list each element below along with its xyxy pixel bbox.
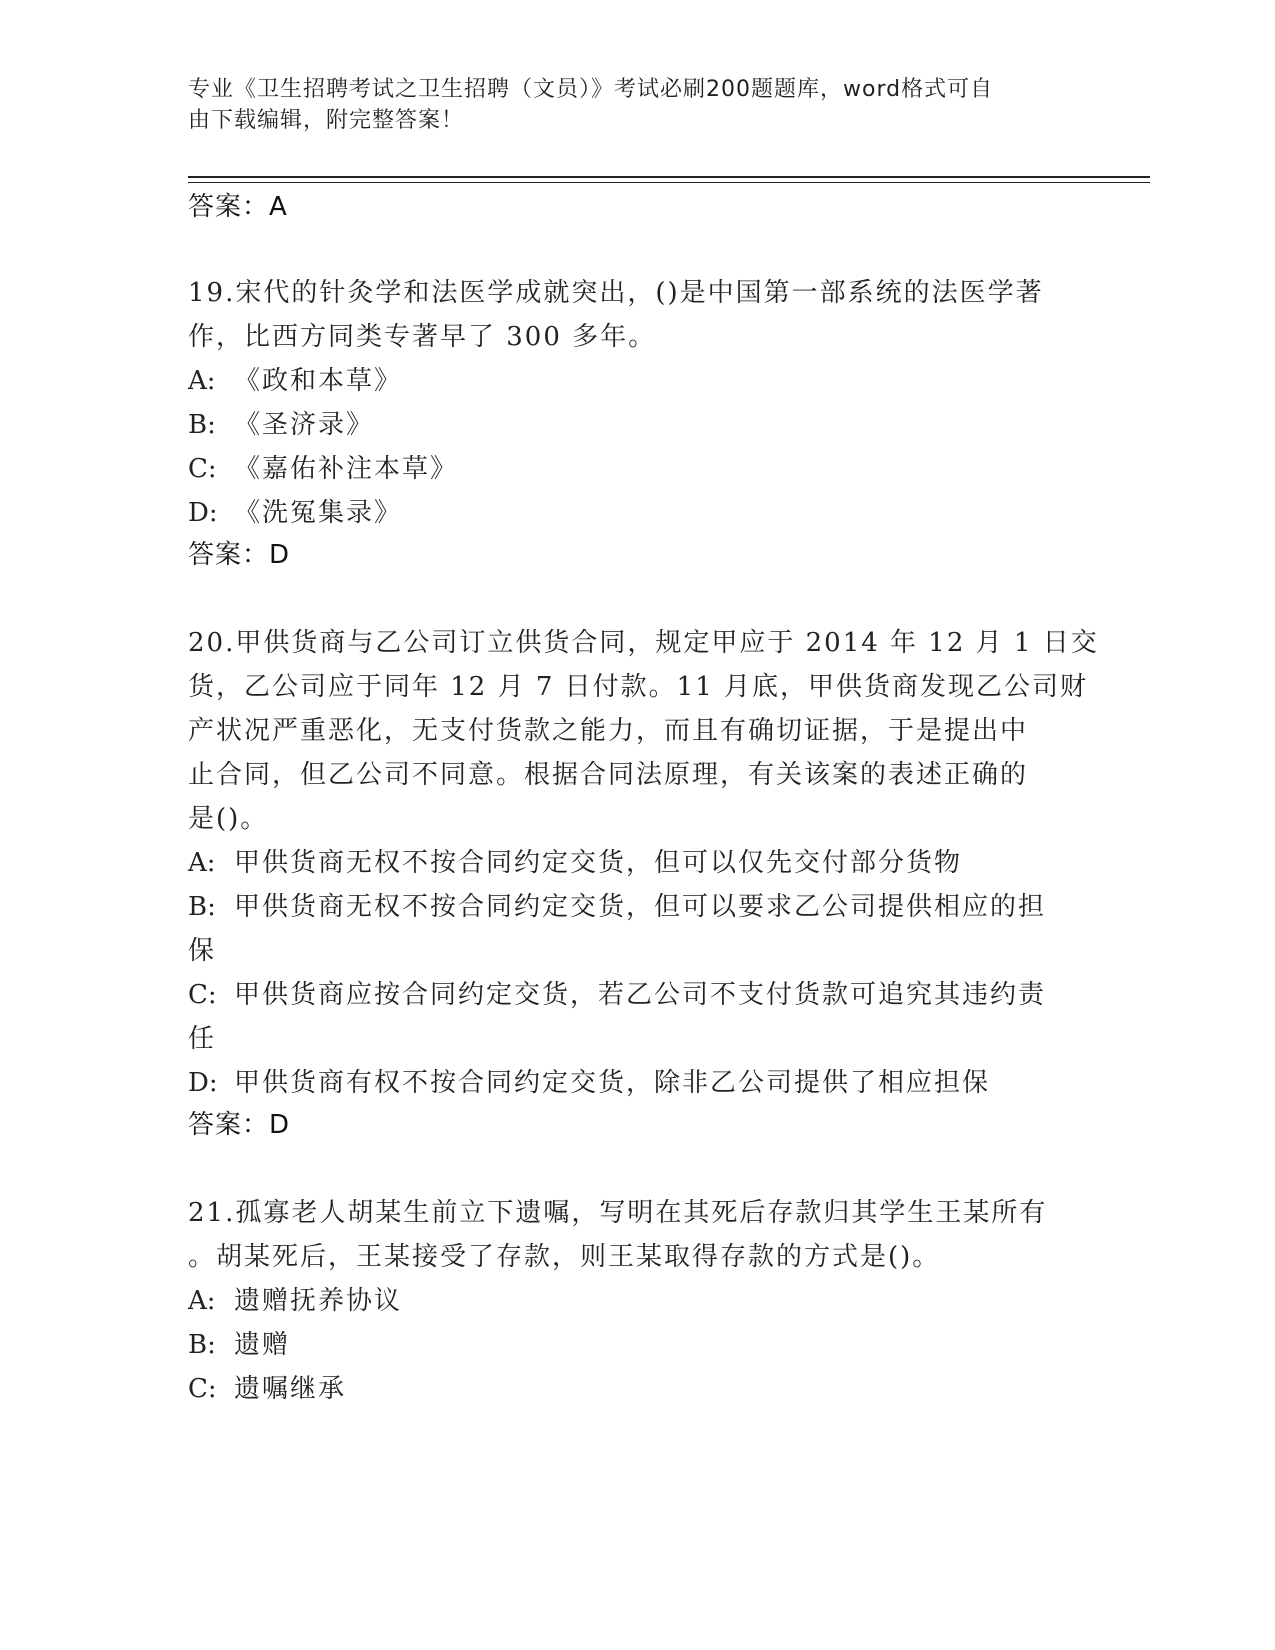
option-letter: B: xyxy=(188,1330,216,1360)
q19-answer: 答案：D xyxy=(188,540,291,570)
option-text: 遗嘱继承 xyxy=(234,1374,347,1404)
option-text: 甲供货商应按合同约定交货，若乙公司不支付货款可追究其违约责 xyxy=(234,980,1047,1010)
option-letter: D: xyxy=(188,1068,218,1098)
header-rule-thick xyxy=(188,176,1150,178)
q20-option-c-continued: 任 xyxy=(188,1024,217,1054)
option-text: 《圣济录》 xyxy=(234,410,375,440)
answer-previous: 答案：A xyxy=(188,192,288,222)
q20-stem-line-5: 是()。 xyxy=(188,804,269,834)
q20-answer: 答案：D xyxy=(188,1110,291,1140)
option-text: 甲供货商无权不按合同约定交货，但可以要求乙公司提供相应的担 xyxy=(234,892,1047,922)
q20-stem-line-3: 产状况严重恶化，无支付货款之能力，而且有确切证据，于是提出中 xyxy=(188,716,1029,746)
document-header xyxy=(188,74,1088,136)
option-letter: A: xyxy=(188,1286,216,1316)
q20-option-b-continued: 保 xyxy=(188,936,217,966)
q20-stem-line-4: 止合同，但乙公司不同意。根据合同法原理，有关该案的表述正确的 xyxy=(188,760,1029,790)
q21-option-b xyxy=(188,1324,290,1361)
option-text: 遗赠抚养协议 xyxy=(234,1286,403,1316)
header-rule-thin xyxy=(188,182,1150,183)
option-text: 遗赠 xyxy=(234,1330,291,1360)
option-letter: C: xyxy=(188,1374,217,1404)
q19-option-a xyxy=(188,360,402,397)
option-letter: B: xyxy=(188,892,216,922)
option-text: 《政和本草》 xyxy=(234,366,403,396)
q20-option-b xyxy=(188,886,1046,923)
option-text: 甲供货商无权不按合同约定交货，但可以仅先交付部分货物 xyxy=(234,848,963,878)
option-letter: C: xyxy=(188,454,217,484)
q19-option-d xyxy=(188,492,402,529)
option-text: 甲供货商有权不按合同约定交货，除非乙公司提供了相应担保 xyxy=(234,1068,991,1098)
q20-option-d xyxy=(188,1062,990,1099)
q21-option-c xyxy=(188,1368,346,1405)
q20-stem-line-1: 20.甲供货商与乙公司订立供货合同，规定甲应于 2014 年 12 月 1 日交 xyxy=(188,628,1099,658)
header-line-2: 由下载编辑，附完整答案！ xyxy=(188,108,465,133)
option-text: 《嘉佑补注本草》 xyxy=(234,454,459,484)
q19-option-c xyxy=(188,448,458,485)
option-letter: D: xyxy=(188,498,218,528)
option-letter: C: xyxy=(188,980,217,1010)
q20-stem-line-2: 货，乙公司应于同年 12 月 7 日付款。11 月底，甲供货商发现乙公司财 xyxy=(188,672,1089,702)
q19-stem-line-1: 19.宋代的针灸学和法医学成就突出，()是中国第一部系统的法医学著 xyxy=(188,278,1044,308)
q21-stem-line-2: 。胡某死后，王某接受了存款，则王某取得存款的方式是()。 xyxy=(188,1242,941,1272)
q20-option-c xyxy=(188,974,1046,1011)
option-letter: B: xyxy=(188,410,216,440)
header-line-1: 专业《卫生招聘考试之卫生招聘（文员）》考试必刷200题题库，word格式可自 xyxy=(188,77,994,102)
q19-stem-line-2: 作，比西方同类专著早了 300 多年。 xyxy=(188,322,657,352)
option-letter: A: xyxy=(188,366,216,396)
q21-option-a xyxy=(188,1280,402,1317)
q19-option-b xyxy=(188,404,374,441)
option-text: 《洗冤集录》 xyxy=(234,498,403,528)
option-letter: A: xyxy=(188,848,216,878)
q20-option-a xyxy=(188,842,962,879)
q21-stem-line-1: 21.孤寡老人胡某生前立下遗嘱，写明在其死后存款归其学生王某所有 xyxy=(188,1198,1048,1228)
